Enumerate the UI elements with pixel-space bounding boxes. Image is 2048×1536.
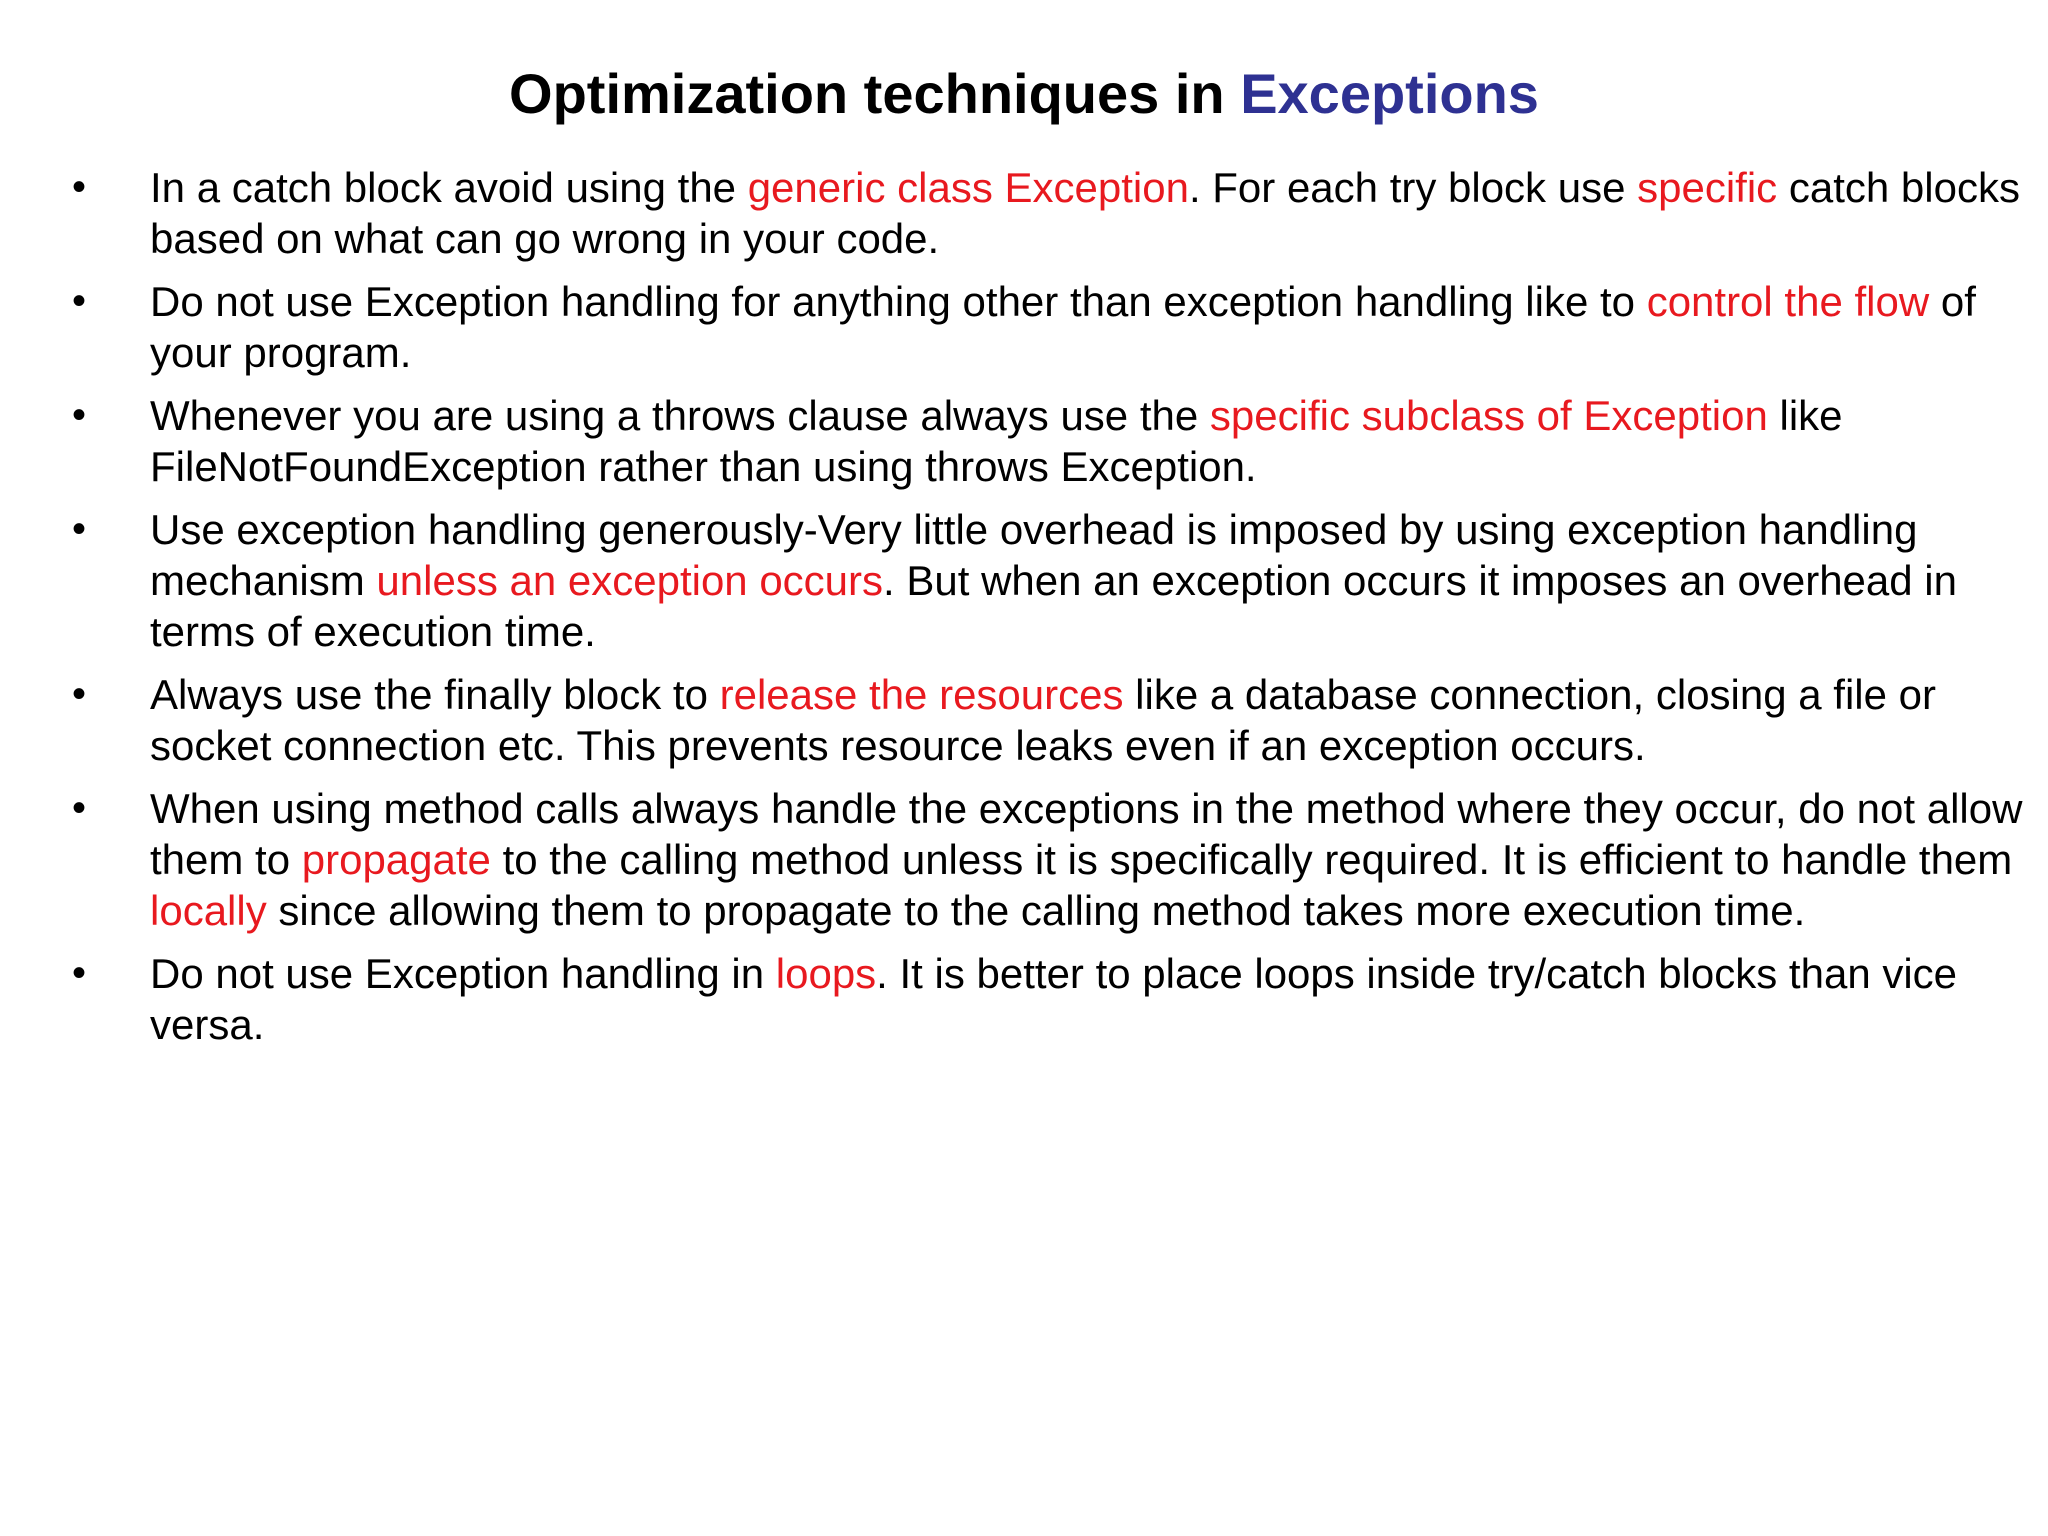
bullet-text: like a database connection, closing a file or socket connection etc. This prevents resource leaks even if an exception occurs.: [150, 671, 1936, 769]
bullet-dot-icon: •: [72, 951, 87, 995]
bullet-dot-icon: •: [72, 672, 87, 716]
bullet-text: of your program.: [150, 278, 1976, 376]
slide-title: [0, 58, 2048, 130]
highlighted-text: specific: [1637, 164, 1778, 211]
highlighted-text: loops: [775, 950, 877, 997]
bullet-text: . But when an exception occurs it imposes an overhead in terms of execution time.: [150, 557, 1957, 655]
bullet-dot-icon: •: [72, 279, 87, 323]
bullet-item: [0, 783, 2048, 936]
bullet-text: Use exception handling generously-Very little overhead is imposed by using exception handling mechanism: [150, 506, 1918, 604]
highlighted-text: specific subclass of Exception: [1209, 392, 1768, 439]
bullet-dot-icon: •: [72, 786, 87, 830]
bullet-text: . For each try block use: [1188, 164, 1638, 211]
bullet-item: [0, 504, 2048, 657]
highlighted-text: control the flow: [1646, 278, 1930, 325]
highlighted-text: locally: [150, 887, 267, 934]
highlighted-text: unless an exception occurs: [376, 557, 884, 604]
highlighted-text: propagate: [301, 836, 491, 883]
bullet-item: [0, 669, 2048, 771]
bullet-text: like FileNotFoundException rather than using throws Exception.: [150, 392, 1843, 490]
bullet-text: When using method calls always handle the exceptions in the method where they occur, do not allow them to: [150, 785, 2023, 883]
bullet-text: since allowing them to propagate to the calling method takes more execution time.: [266, 887, 1806, 934]
bullet-item: [0, 948, 2048, 1050]
bullet-text: to the calling method unless it is specifically required. It is efficient to handle them: [490, 836, 2013, 883]
bullet-text: In a catch block avoid using the: [150, 164, 748, 211]
bullet-dot-icon: •: [72, 165, 87, 209]
bullet-text: Whenever you are using a throws clause always use the: [150, 392, 1210, 439]
bullet-dot-icon: •: [72, 507, 87, 551]
bullet-text: Do not use Exception handling in: [150, 950, 776, 997]
bullet-list: [0, 162, 2048, 1062]
bullet-text: Always use the finally block to: [150, 671, 720, 718]
bullet-text: . It is better to place loops inside try/catch blocks than vice versa.: [150, 950, 1958, 1048]
bullet-text: Do not use Exception handling for anything other than exception handling like to: [150, 278, 1647, 325]
bullet-item: [0, 276, 2048, 378]
highlighted-text: generic class Exception: [747, 164, 1189, 211]
bullet-item: [0, 162, 2048, 264]
title-accent: Exceptions: [1240, 62, 1539, 125]
bullet-text: catch blocks based on what can go wrong in your code.: [150, 164, 2020, 262]
bullet-item: [0, 390, 2048, 492]
highlighted-text: release the resources: [719, 671, 1124, 718]
title-prefix: Optimization techniques in: [509, 62, 1241, 125]
bullet-dot-icon: •: [72, 393, 87, 437]
